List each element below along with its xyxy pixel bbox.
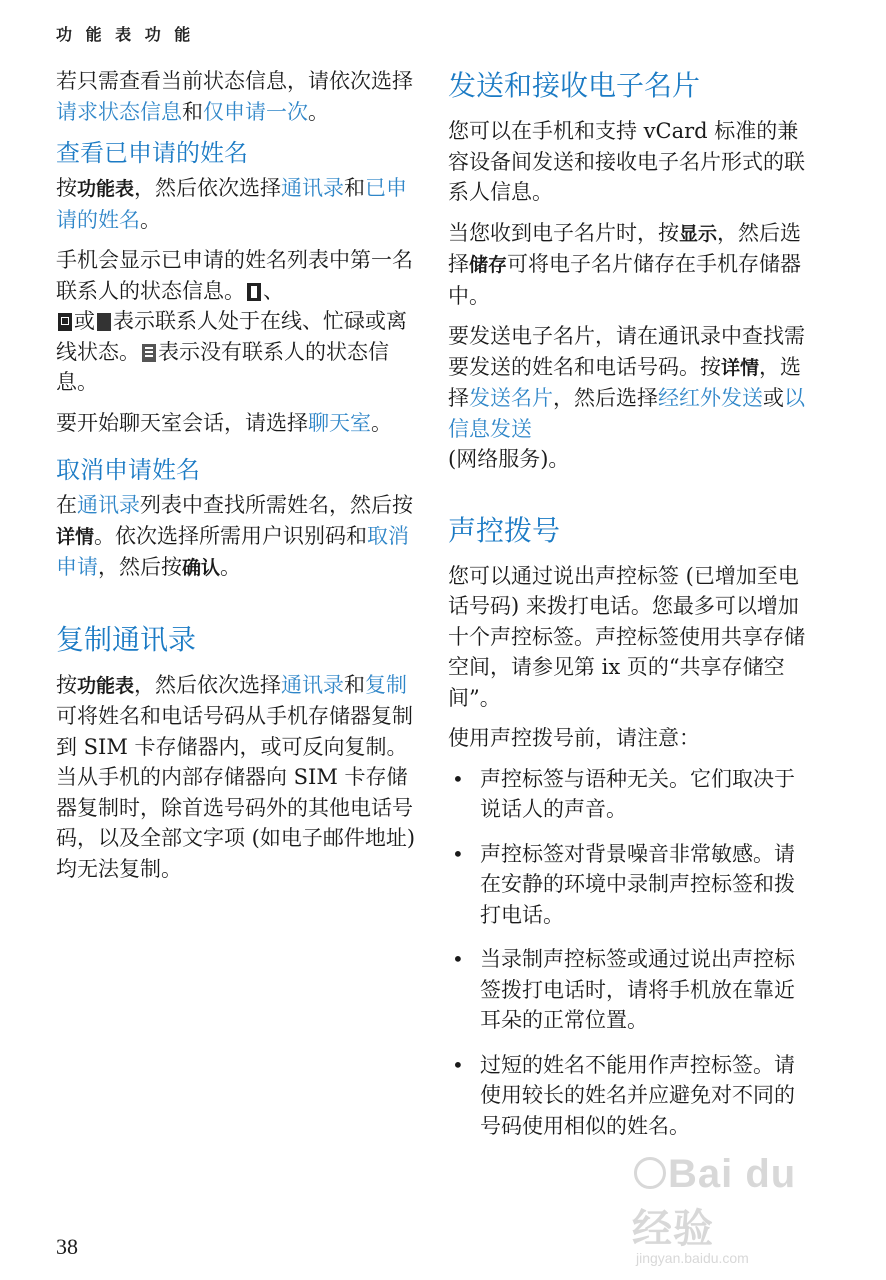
right-column — [448, 66, 810, 1155]
watermark-url: jingyan.baidu.com — [636, 1250, 749, 1266]
text: 。 — [220, 555, 242, 579]
text: 按 — [56, 672, 77, 697]
link-copy[interactable]: 复制 — [365, 672, 408, 697]
watermark-main — [632, 1152, 842, 1254]
link-contacts[interactable]: 通讯录 — [281, 176, 345, 200]
paragraph — [448, 218, 810, 312]
section-title-view-names: 查看已申请的姓名 — [56, 139, 248, 167]
link-contacts[interactable]: 通讯录 — [77, 493, 140, 517]
link-send-card[interactable]: 发送名片 — [469, 386, 553, 410]
paragraph: 您可以通过说出声控标签 (已增加至电话号码) 来拨打电话。您最多可以增加十个声控标签。声控标签使用共享存储空间，请参见第 ix 页的“共享存储空间”。 — [448, 563, 805, 710]
paragraph — [56, 490, 418, 584]
section-title-voice-dialing: 声控拨号 — [448, 513, 561, 547]
paragraph — [448, 321, 810, 475]
paragraph: 您可以在手机和支持 vCard 标准的兼容设备间发送和接收电子名片形式的联系人信息。 — [448, 119, 805, 204]
text: 手机会显示已申请的姓名列表中第一名联系人的状态信息。 — [56, 248, 413, 303]
page-number: 38 — [56, 1234, 78, 1259]
menu-term: 详情 — [56, 525, 95, 548]
menu-term: 储存 — [469, 254, 508, 276]
list-item: • 过短的姓名不能用作声控标签。请使用较长的姓名并应避免对不同的号码使用相似的姓名。 — [448, 1050, 810, 1142]
running-header: 功 能 表 功 能 — [56, 25, 195, 44]
text: 。依次选择所需用户识别码和 — [94, 523, 368, 548]
intro-paragraph — [56, 66, 418, 127]
link-via-infrared[interactable]: 经红外发送 — [658, 386, 763, 410]
text: 当您收到电子名片时，按 — [448, 220, 679, 245]
section-title-copy-contacts: 复制通讯录 — [56, 622, 197, 656]
text: 可将电子名片储存在手机存储器中。 — [448, 252, 802, 308]
text: 表示没有联系人的状态信息。 — [56, 339, 389, 394]
text: ，然后选择 — [448, 220, 802, 276]
paragraph: 使用声控拨号前，请注意： — [448, 726, 700, 750]
text: (网络服务)。 — [448, 447, 570, 471]
section-title-cancel-subscription: 取消申请姓名 — [56, 456, 200, 484]
text: ，然后依次选择 — [134, 176, 282, 200]
text: 。 — [371, 410, 392, 435]
text: 。 — [140, 207, 161, 232]
no-status-icon — [142, 344, 156, 362]
text: 列表中查找所需姓名，然后按 — [140, 493, 413, 517]
notes-list — [448, 764, 810, 1142]
text: 和 — [344, 176, 366, 200]
busy-status-icon — [58, 313, 72, 331]
text: 按 — [56, 176, 77, 200]
link-chat-room[interactable]: 聊天室 — [308, 410, 371, 435]
menu-term: 确认 — [182, 557, 221, 579]
list-item: • 声控标签对背景噪音非常敏感。请在安静的环境中录制声控标签和拨打电话。 — [448, 839, 810, 931]
paragraph — [56, 173, 418, 235]
link-via-message[interactable]: 以信息发送 — [448, 386, 805, 441]
link-cancel-subscription[interactable]: 取消申请 — [56, 523, 410, 579]
link-contacts[interactable]: 通讯录 — [281, 672, 345, 697]
text: ，选择 — [448, 354, 802, 410]
menu-term: 显示 — [679, 222, 718, 245]
menu-term: 功能表 — [77, 178, 135, 200]
watermark-text: Bai du 经验 — [632, 1152, 797, 1251]
text: 。 — [308, 99, 329, 124]
text: 表示联系人处于在线、忙碌或离线状态。 — [56, 309, 407, 364]
text: ，然后选择 — [553, 386, 658, 410]
text: 、 — [263, 278, 284, 303]
text: 可将姓名和电话号码从手机存储器复制到 SIM 卡存储器内，或可反向复制。当从手机的内部存储器向 SIM 卡存储器复制时，除首选号码外的其他电话号码，以及全部文字项 (如电子邮件地址) 均无法复制。 — [56, 704, 416, 881]
menu-term: 功能表 — [77, 674, 135, 697]
text: 在 — [56, 493, 77, 517]
text: 或 — [763, 386, 784, 410]
left-column — [56, 66, 418, 894]
paragraph — [56, 670, 418, 885]
text: ，然后依次选择 — [134, 672, 282, 697]
link-request-once[interactable]: 仅申请一次 — [203, 99, 308, 124]
list-item: • 当录制声控标签或通过说出声控标签拨打电话时，请将手机放在靠近耳朵的正常位置。 — [448, 944, 810, 1036]
text: 若只需查看当前状态信息，请依次选择 — [56, 69, 413, 93]
text: 和 — [182, 99, 203, 124]
list-item: • 声控标签与语种无关。它们取决于说话人的声音。 — [448, 764, 810, 825]
link-subscribed-names[interactable]: 已申请的姓名 — [56, 176, 408, 232]
offline-status-icon — [97, 313, 111, 331]
link-request-status[interactable]: 请求状态信息 — [56, 99, 182, 124]
section-title-business-cards: 发送和接收电子名片 — [448, 69, 701, 102]
paragraph — [56, 245, 418, 398]
online-status-icon — [247, 283, 261, 301]
text: 或 — [74, 309, 95, 333]
menu-term: 详情 — [721, 356, 760, 379]
baidu-watermark — [632, 1152, 842, 1266]
text: 要开始聊天室会话，请选择 — [56, 410, 308, 435]
baidu-paw-icon — [634, 1157, 666, 1189]
text: 要发送电子名片，请在通讯录中查找需要发送的姓名和电话号码。按 — [448, 324, 805, 379]
paragraph — [56, 408, 418, 439]
text: ，然后按 — [98, 555, 182, 579]
text: 和 — [344, 672, 366, 697]
